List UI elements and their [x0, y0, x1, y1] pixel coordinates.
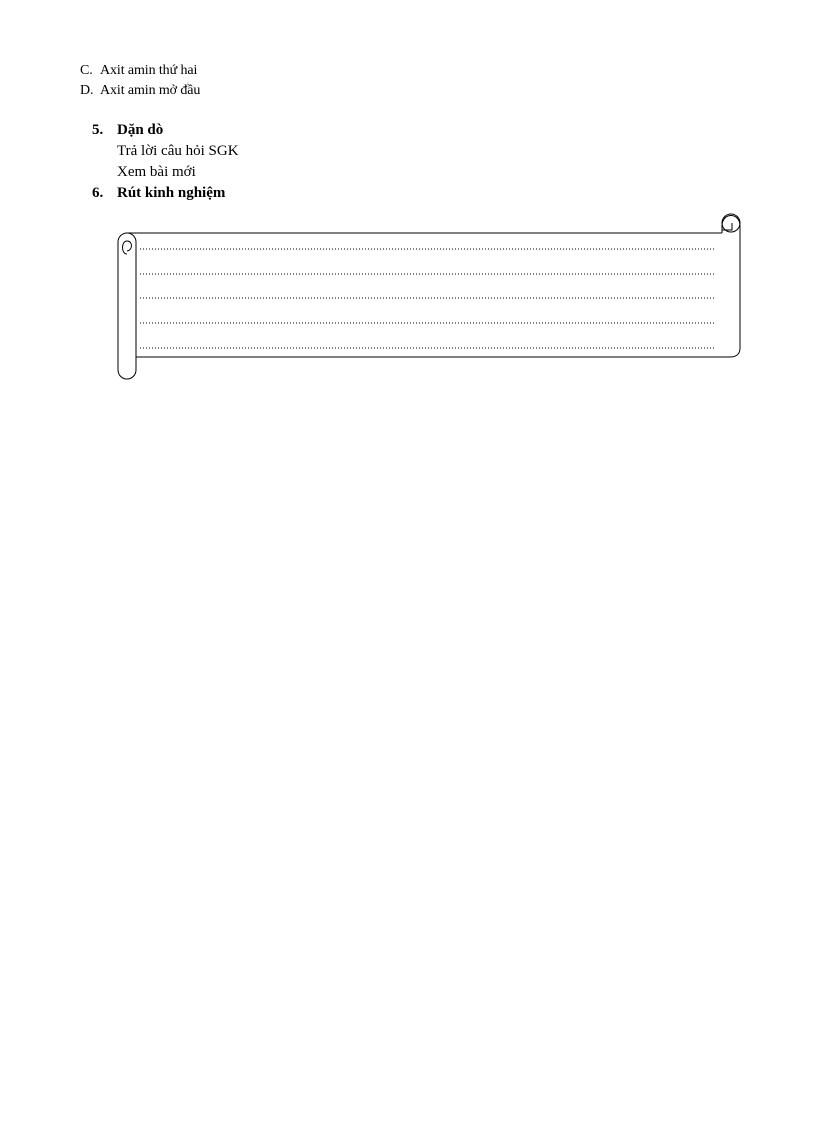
scroll-left-roll [118, 233, 136, 379]
section-line: Trả lời câu hỏi SGK [117, 143, 239, 159]
scroll-dotted-lines [140, 249, 714, 348]
section-number: 5. [92, 122, 104, 138]
scroll-left-curl [123, 241, 132, 254]
section-line: Xem bài mới [117, 164, 196, 180]
section-title-dan-do: Dặn dò [117, 122, 164, 138]
choice-d [80, 83, 200, 99]
scroll-curl-tail [722, 223, 732, 230]
scroll-top-curl [722, 214, 740, 232]
choice-label: D. [80, 83, 94, 98]
section-title-rut-kinh-nghiem: Rút kinh nghiệm [117, 185, 226, 201]
scroll-right-side [722, 216, 740, 358]
choice-label: C. [80, 63, 93, 78]
choice-c [80, 63, 197, 79]
scroll-notes-box [110, 208, 750, 384]
choice-text: Axit amin mở đầu [100, 83, 201, 98]
choice-text: Axit amin thứ hai [100, 63, 198, 78]
section-number: 6. [92, 185, 104, 201]
